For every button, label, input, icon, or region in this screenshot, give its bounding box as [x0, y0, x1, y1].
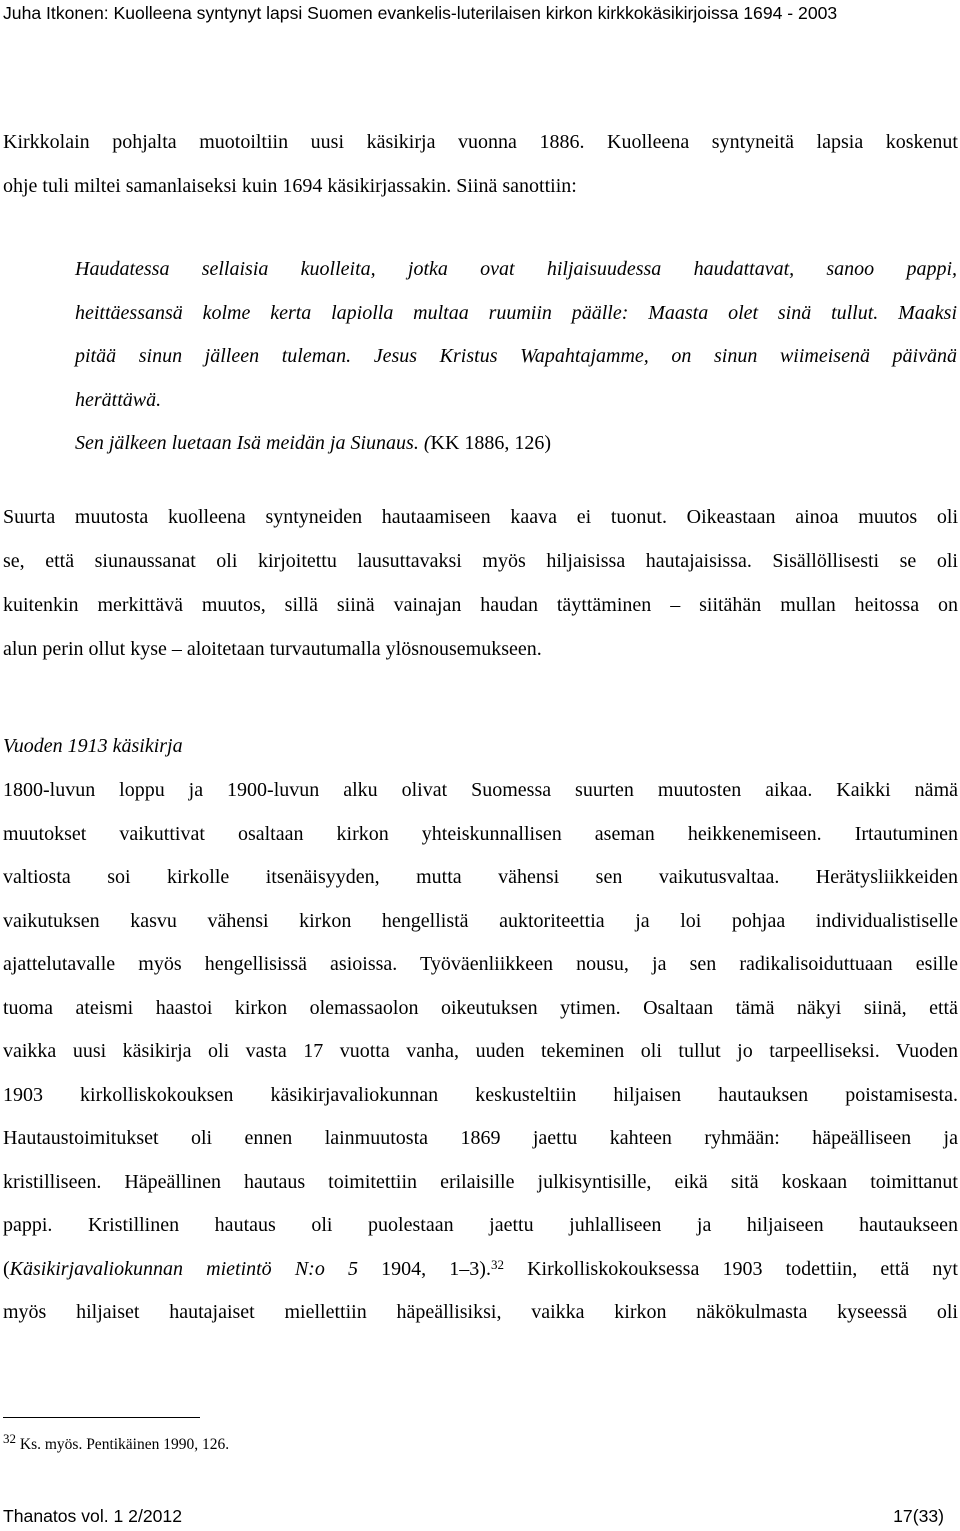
footnote-divider	[3, 1417, 200, 1418]
footnote-mark: 32	[3, 1431, 16, 1446]
text-line: Suurta muutosta kuolleena syntyneiden hautaamiseen kaava ei tuonut. Oikeastaan ainoa muutos oli	[3, 506, 958, 528]
journal-footer: Thanatos vol. 1 2/2012	[3, 1506, 182, 1526]
text-line: kristilliseen. Häpeällinen hautaus toimitettiin erilaisille julkisyntisille, eikä sitä koskaan toimittanut	[3, 1170, 958, 1193]
citation-title: Käsikirjavaliokunnan mietintö N:o 5	[9, 1257, 358, 1280]
text-line: se, että siunaussanat oli kirjoitettu lausuttavaksi myös hiljaisissa hautajaisissa. Sisällöllisesti se oli	[3, 550, 958, 572]
paragraph-1	[3, 121, 958, 208]
text-line: vaikutuksen kasvu vähensi kirkon hengellistä auktoriteettia ja loi pohjaa individualistiselle	[3, 909, 958, 932]
text-line: alun perin ollut kyse – aloitetaan turvautumalla ylösnousemukseen.	[3, 638, 542, 660]
quote-line-citation	[75, 422, 957, 466]
text-line: Kirkkolain pohjalta muotoiltiin uusi käsikirja vuonna 1886. Kuolleena syntyneitä lapsia koskenut	[3, 131, 958, 153]
quote-line: Haudatessa sellaisia kuolleita, jotka ovat hiljaisuudessa haudattavat, sanoo pappi,	[75, 258, 957, 280]
text-line-citation	[3, 1248, 958, 1292]
text-line: kuitenkin merkittävä muutos, sillä siinä vainajan haudan täyttäminen – siitähän mullan heitossa on	[3, 594, 958, 616]
footnote-reference[interactable]: 32	[490, 1256, 504, 1272]
text-line: ohje tuli miltei samanlaiseksi kuin 1694 käsikirjassakin. Siinä sanottiin:	[3, 174, 577, 197]
text-line: pappi. Kristillinen hautaus oli puolestaan jaettu juhlalliseen ja hiljaiseen hautaukseen	[3, 1214, 958, 1236]
quote-citation: KK 1886, 126)	[430, 432, 552, 454]
section-heading: Vuoden 1913 käsikirja	[3, 735, 183, 757]
page-number: 17(33)	[893, 1506, 944, 1526]
text-line: tuoma ateismi haastoi kirkon olemassaolon oikeutuksen ytimen. Osaltaan tämä näkyi siinä, että	[3, 996, 958, 1019]
quote-line: herättäwä.	[75, 388, 162, 411]
text-line: myös hiljaiset hautajaiset miellettiin häpeällisiksi, vaikka kirkon näkökulmasta kyseessä oli	[3, 1301, 958, 1323]
text-line: 1903 kirkolliskokouksen käsikirjavaliokunnan keskusteltiin hiljaisen hautauksen poistamisesta.	[3, 1083, 958, 1106]
quote-line: pitää sinun jälleen tuleman. Jesus Kristus Wapahtajamme, on sinun wiimeisenä päivänä	[75, 345, 957, 367]
quote-line: heittäessansä kolme kerta lapiolla multaa ruumiin päälle: Maasta olet sinä tullut. Maaksi	[75, 301, 957, 324]
footnote	[3, 1432, 229, 1458]
quote-closing-text: Sen jälkeen luetaan Isä meidän ja Siunaus. (	[75, 432, 431, 454]
paragraph-2	[3, 495, 958, 671]
running-header: Juha Itkonen: Kuolleena syntynyt lapsi Suomen evankelis-luterilaisen kirkon kirkkokäsikirjoissa 1694 - 2003	[3, 3, 838, 23]
text-line: valtiosta soi kirkolle itsenäisyyden, mutta vähensi sen vaikutusvaltaa. Herätysliikkeiden	[3, 866, 958, 888]
paragraph-3	[3, 769, 958, 1335]
citation-open: (	[3, 1257, 10, 1280]
text-line: Hautaustoimitukset oli ennen lainmuutosta 1869 jaettu kahteen ryhmään: häpeälliseen ja	[3, 1127, 958, 1149]
text-line: vaikka uusi käsikirja oli vasta 17 vuotta vanha, uuden tekeminen oli tullut jo tarpeelliseksi. Vuoden	[3, 1040, 958, 1062]
citation-rest: 1904, 1–3).	[357, 1257, 491, 1280]
block-quote	[75, 248, 957, 466]
citation-after: Kirkolliskokouksessa 1903 todettiin, että nyt	[503, 1257, 958, 1280]
footnote-text: Ks. myös. Pentikäinen 1990, 126.	[16, 1436, 230, 1453]
text-line: muutokset vaikuttivat osaltaan kirkon yhteiskunnallisen aseman heikkenemiseen. Irtautuminen	[3, 822, 958, 845]
text-line: ajattelutavalle myös hengellisissä asioissa. Työväenliikkeen nousu, ja sen radikalisoiduttuaan esille	[3, 953, 958, 975]
text-line: 1800-luvun loppu ja 1900-luvun alku olivat Suomessa suurten muutosten aikaa. Kaikki nämä	[3, 779, 958, 801]
